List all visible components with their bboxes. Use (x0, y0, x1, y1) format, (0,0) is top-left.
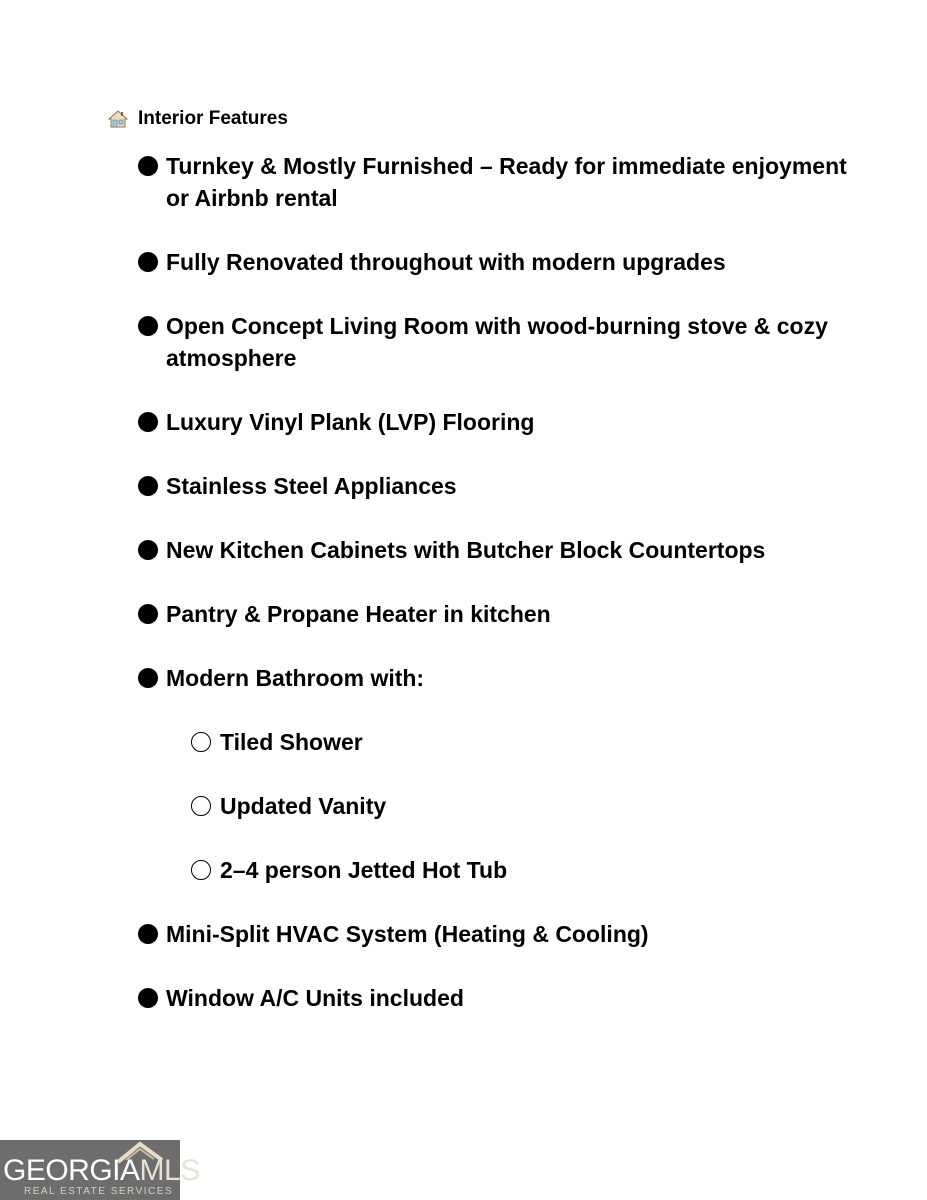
list-item (136, 406, 856, 438)
filled-bullet-icon (138, 604, 158, 624)
filled-bullet-icon (138, 988, 158, 1008)
sub-list-item (190, 854, 856, 886)
filled-bullet-icon (138, 316, 158, 336)
list-item-text: Luxury Vinyl Plank (LVP) Flooring (166, 409, 535, 435)
hollow-bullet-icon (191, 732, 211, 752)
filled-bullet-icon (138, 668, 158, 688)
filled-bullet-icon (138, 156, 158, 176)
list-item-text: Fully Renovated throughout with modern upgrades (166, 249, 726, 275)
sub-list-item (190, 726, 856, 758)
list-item (136, 598, 856, 630)
filled-bullet-icon (138, 540, 158, 560)
filled-bullet-icon (138, 476, 158, 496)
sub-list-item (190, 790, 856, 822)
sub-list-item-text: 2–4 person Jetted Hot Tub (220, 857, 508, 883)
georgia-mls-logo (0, 1140, 200, 1200)
hollow-bullet-icon (191, 796, 211, 816)
logo-wordmark: GEORGIAMLS (3, 1154, 200, 1187)
list-item-text: Mini-Split HVAC System (Heating & Cooling) (166, 921, 649, 947)
list-item (136, 534, 856, 566)
list-item (136, 662, 856, 694)
filled-bullet-icon (138, 924, 158, 944)
section-heading (108, 108, 288, 130)
list-item (136, 150, 856, 214)
list-item-text: Stainless Steel Appliances (166, 473, 457, 499)
features-list (136, 150, 856, 1014)
sub-list-item-text: Updated Vanity (220, 793, 387, 819)
sub-list-item-text: Tiled Shower (220, 729, 363, 755)
filled-bullet-icon (138, 412, 158, 432)
list-item-text: New Kitchen Cabinets with Butcher Block Countertops (166, 537, 766, 563)
house-icon (108, 109, 128, 129)
logo-tagline: REAL ESTATE SERVICES (24, 1186, 174, 1197)
list-item (136, 918, 856, 950)
list-item-text: Window A/C Units included (166, 985, 464, 1011)
list-item (136, 982, 856, 1014)
list-item-text: Turnkey & Mostly Furnished – Ready for immediate enjoyment or Airbnb rental (166, 153, 847, 211)
filled-bullet-icon (138, 252, 158, 272)
section-title: Interior Features (138, 108, 288, 129)
list-item (136, 246, 856, 278)
list-item-text: Modern Bathroom with: (166, 665, 425, 691)
list-item-text: Pantry & Propane Heater in kitchen (166, 601, 551, 627)
list-item-text: Open Concept Living Room with wood-burning stove & cozy atmosphere (166, 313, 828, 371)
list-item (136, 310, 856, 374)
list-item (136, 470, 856, 502)
hollow-bullet-icon (191, 860, 211, 880)
